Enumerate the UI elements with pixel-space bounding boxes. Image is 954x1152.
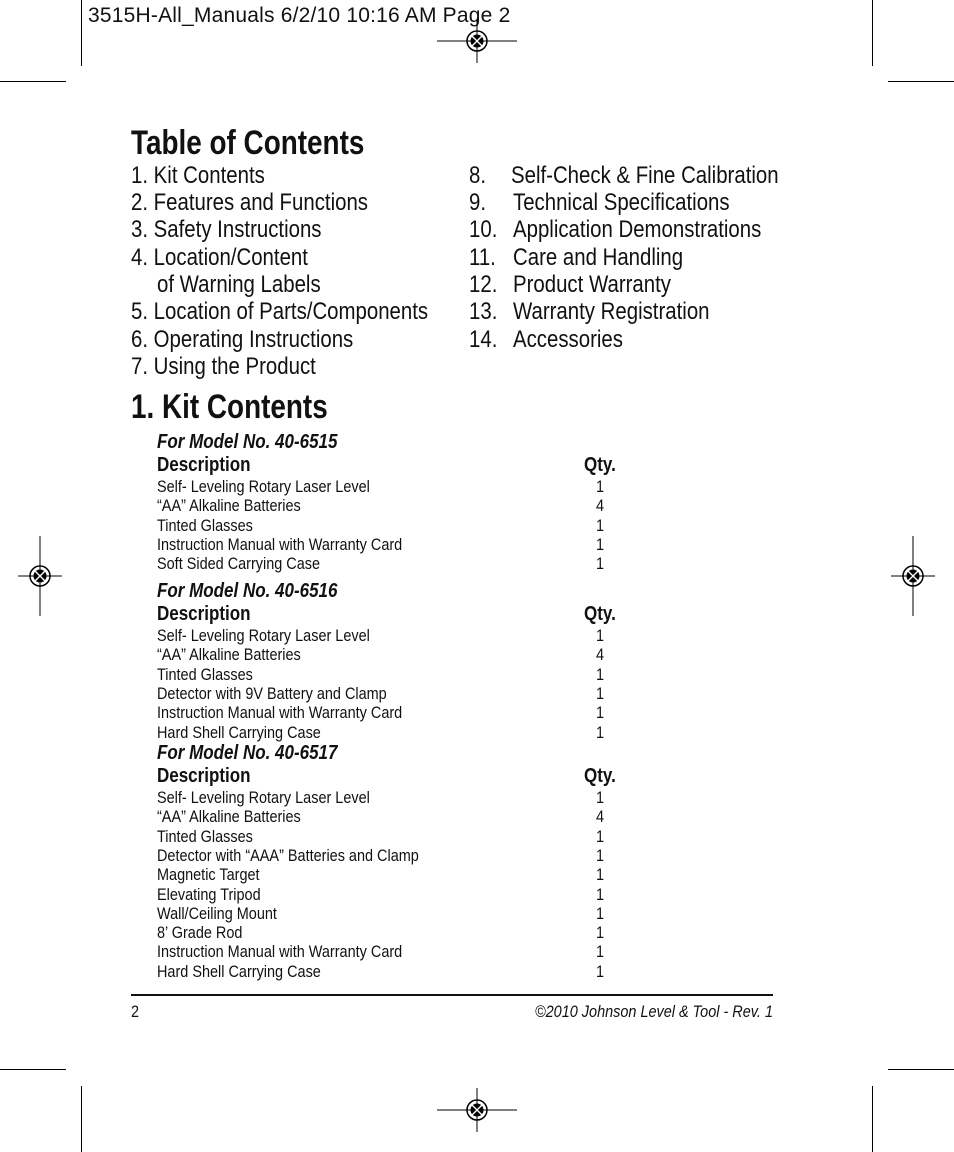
description-column-header: Description (157, 454, 251, 476)
item-description: “AA” Alkaline Batteries (157, 496, 301, 516)
item-quantity: 1 (596, 664, 605, 684)
toc-item[interactable]: 7. Using the Product (131, 353, 316, 380)
toc-item-number: 14. (469, 326, 498, 353)
item-quantity: 1 (596, 703, 605, 723)
item-description: Self- Leveling Rotary Laser Level (157, 626, 370, 645)
item-description: Tinted Glasses (157, 826, 253, 846)
item-description: “AA” Alkaline Batteries (157, 807, 301, 827)
item-description: “AA” Alkaline Batteries (157, 645, 301, 665)
print-slug: 3515H-All_Manuals 6/2/10 10:16 AM Page 2 (88, 4, 511, 27)
item-description: Wall/Ceiling Mount (157, 903, 277, 923)
toc-item-number: 10. (469, 216, 498, 243)
item-quantity: 4 (596, 645, 605, 665)
toc-item[interactable]: 1. Kit Contents (131, 162, 265, 189)
toc-item-continuation[interactable]: of Warning Labels (157, 271, 321, 298)
qty-column-header: Qty. (584, 603, 616, 625)
item-description: Instruction Manual with Warranty Card (157, 942, 403, 962)
toc-item-number: 8. (469, 162, 487, 189)
item-quantity: 1 (596, 961, 605, 981)
toc-item[interactable]: 5. Location of Parts/Components (131, 298, 429, 325)
item-quantity: 1 (596, 903, 605, 923)
toc-item[interactable]: Self-Check & Fine Calibration (511, 162, 779, 189)
item-quantity: 1 (596, 515, 605, 535)
toc-item[interactable]: 4. Location/Content (131, 244, 308, 271)
description-column-header: Description (157, 603, 251, 625)
section-title-kit-contents: 1. Kit Contents (131, 388, 328, 426)
item-description: 8’ Grade Rod (157, 923, 243, 943)
item-quantity: 1 (596, 477, 605, 496)
model-heading: For Model No. 40-6517 (157, 742, 338, 764)
toc-item[interactable]: Technical Specifications (513, 189, 730, 216)
item-quantity: 1 (596, 554, 605, 574)
model-heading: For Model No. 40-6516 (157, 580, 338, 602)
item-description: Elevating Tripod (157, 884, 261, 904)
item-description: Hard Shell Carrying Case (157, 961, 321, 981)
item-description: Detector with “AAA” Batteries and Clamp (157, 845, 419, 865)
model-heading: For Model No. 40-6515 (157, 431, 338, 453)
qty-column-header: Qty. (584, 765, 616, 787)
registration-mark-icon (437, 19, 517, 63)
item-quantity: 1 (596, 722, 605, 742)
item-description: Tinted Glasses (157, 515, 253, 535)
toc-item-number: 11. (469, 244, 496, 271)
item-quantity: 1 (596, 884, 605, 904)
item-quantity: 1 (596, 845, 605, 865)
toc-item-number: 12. (469, 271, 498, 298)
registration-mark-icon (18, 536, 62, 616)
item-description: Instruction Manual with Warranty Card (157, 534, 403, 554)
item-quantity: 4 (596, 807, 605, 827)
toc-item-number: 9. (469, 189, 487, 216)
item-quantity: 4 (596, 496, 605, 516)
toc-item[interactable]: 6. Operating Instructions (131, 326, 354, 353)
toc-item[interactable]: 2. Features and Functions (131, 189, 369, 216)
item-quantity: 1 (596, 942, 605, 962)
item-quantity: 1 (596, 626, 605, 645)
toc-item[interactable]: Application Demonstrations (513, 216, 762, 243)
registration-mark-icon (437, 1088, 517, 1132)
registration-mark-icon (891, 536, 935, 616)
item-description: Self- Leveling Rotary Laser Level (157, 477, 370, 496)
toc-item[interactable]: Warranty Registration (513, 298, 710, 325)
toc-item[interactable]: Accessories (513, 326, 623, 353)
footer-rule (131, 994, 773, 996)
toc-item[interactable]: Product Warranty (513, 271, 671, 298)
toc-item[interactable]: Care and Handling (513, 244, 684, 271)
item-description: Magnetic Target (157, 865, 260, 885)
item-description: Hard Shell Carrying Case (157, 722, 321, 742)
footer-copyright: ©2010 Johnson Level & Tool - Rev. 1 (535, 1002, 773, 1021)
item-quantity: 1 (596, 788, 605, 807)
item-description: Self- Leveling Rotary Laser Level (157, 788, 370, 807)
item-quantity: 1 (596, 865, 605, 885)
item-description: Instruction Manual with Warranty Card (157, 703, 403, 723)
item-quantity: 1 (596, 534, 605, 554)
item-description: Soft Sided Carrying Case (157, 554, 321, 574)
page-number: 2 (131, 1002, 140, 1021)
item-quantity: 1 (596, 683, 605, 703)
item-quantity: 1 (596, 826, 605, 846)
qty-column-header: Qty. (584, 454, 616, 476)
item-description: Detector with 9V Battery and Clamp (157, 683, 387, 703)
item-quantity: 1 (596, 923, 605, 943)
toc-item[interactable]: 3. Safety Instructions (131, 216, 322, 243)
description-column-header: Description (157, 765, 251, 787)
toc-item-number: 13. (469, 298, 498, 325)
toc-title: Table of Contents (131, 124, 365, 162)
item-description: Tinted Glasses (157, 664, 253, 684)
